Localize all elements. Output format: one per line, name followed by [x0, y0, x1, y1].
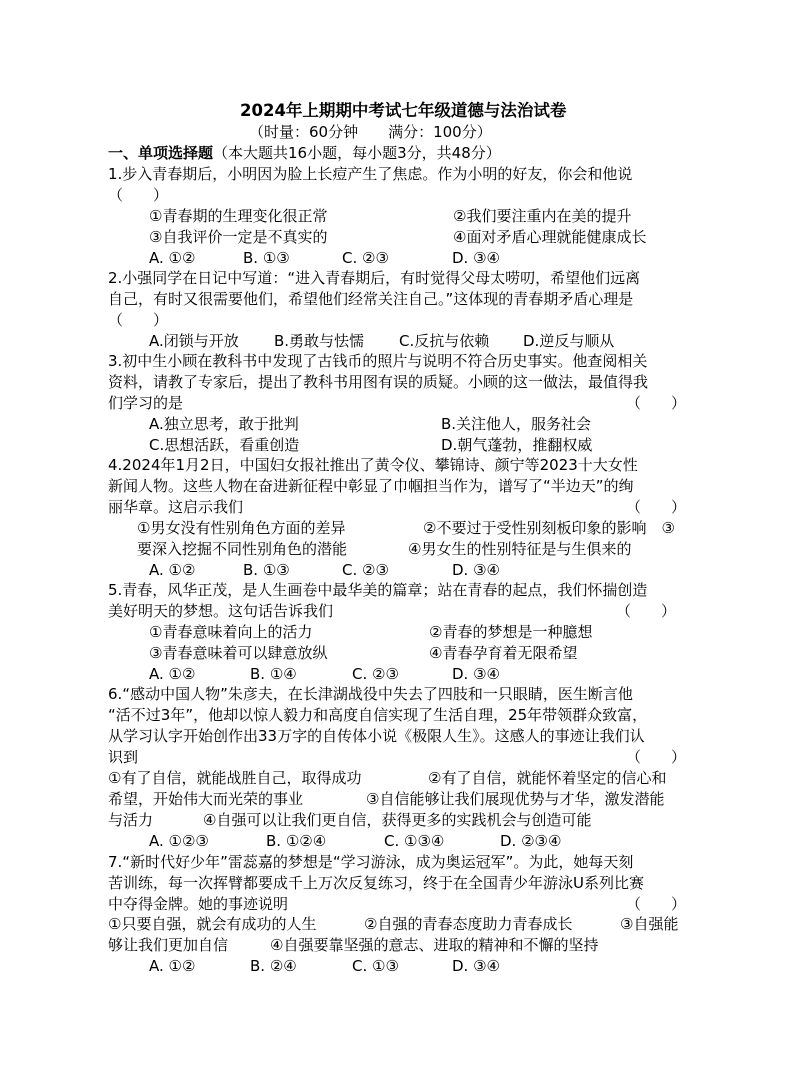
q6-line-8: ③自信能够让我们展现优势与才华，激发潜能 — [366, 790, 665, 808]
q7-line-8: ④自强要靠坚强的意志、进取的精神和不懈的坚持 — [270, 936, 599, 954]
q5-option-2: ②青春的梦想是一种臆想 — [429, 623, 593, 641]
q2-line-2: 自己，有时又很需要他们，希望他们经常关注自己。”这体现的青春期矛盾心理是 — [108, 290, 634, 308]
q7-line-5: ②自强的青春态度助力青春成长 — [364, 915, 573, 933]
q5-choice-b: B. ①④ — [250, 665, 297, 683]
q4-option-3: 要深入挖掘不同性别角色的潜能 — [137, 540, 348, 558]
q2-choice-c: C.反抗与依赖 — [399, 332, 490, 350]
q5-choice-c: C. ②③ — [352, 665, 399, 683]
q6-line-6: ②有了自信，就能怀着坚定的信心和 — [428, 769, 667, 787]
q6-line-9: 与活力 — [108, 811, 154, 829]
q2-choice-a: A.闭锁与开放 — [149, 332, 239, 350]
q7-line-1: 7.“新时代好少年”雷蕊嘉的梦想是“学习游泳，成为奥运冠军”。为此，她每天刻 — [108, 853, 634, 871]
exam-info: （时量：60分钟 满分：100分） — [249, 123, 492, 141]
q4-line-2: 新闻人物。这些人物在奋进新征程中彰显了巾帼担当作为，谱写了“半边天”的绚 — [108, 477, 634, 495]
q4-option-1: ①男女没有性别角色方面的差异 — [137, 519, 346, 537]
q7-line-4: ①只要自强，就会有成功的人生 — [108, 915, 317, 933]
q3-choice-a: A.独立思考，敢于批判 — [149, 415, 299, 433]
q7-line-2: 苦训练，每一次挥臂都要成千上万次反复练习，终于在全国青少年游泳U系列比赛 — [108, 874, 644, 892]
q7-line-6: ③自强能 — [620, 915, 679, 933]
q3-line-1: 3.初中生小顾在教科书中发现了古钱币的照片与说明不符合历史事实。他查阅相关 — [108, 352, 648, 370]
q1-option-1: ①青春期的生理变化很正常 — [149, 207, 328, 225]
q2-choice-d: D.逆反与顺从 — [523, 332, 615, 350]
q5-option-4: ④青春孕育着无限希望 — [429, 644, 578, 662]
q7-choice-a: A. ①② — [149, 957, 196, 975]
q1-option-3: ③自我评价一定是不真实的 — [149, 228, 328, 246]
q6-choice-c: C. ①③④ — [384, 832, 445, 850]
q7-choice-c: C. ①③ — [352, 957, 399, 975]
q1-line-1: 1.步入青春期后，小明因为脸上长痘产生了焦虑。作为小明的好友，你会和他说 — [108, 165, 633, 183]
q7-line-7: 够让我们更加自信 — [108, 936, 229, 954]
q6-choice-b: B. ①②④ — [266, 832, 327, 850]
q3-choice-b: B.关注他人，服务社会 — [441, 415, 592, 433]
q1-answer-blank: （ ） — [108, 186, 169, 204]
q5-line-2: 美好明天的梦想。这句话告诉我们 — [108, 602, 334, 620]
q2-answer-blank: （ ） — [108, 311, 169, 329]
q3-choice-c: C.思想活跃，看重创造 — [149, 436, 300, 454]
section-heading — [108, 143, 501, 163]
q5-option-3: ③青春意味着可以肆意放纵 — [149, 644, 328, 662]
q5-choice-a: A. ①② — [149, 665, 196, 683]
q6-answer-blank: （ ） — [626, 748, 687, 766]
q6-line-5: ①有了自信，就能战胜自己，取得成功 — [108, 769, 362, 787]
q4-option-4: ④男女生的性别特征是与生俱来的 — [408, 540, 632, 558]
q6-line-3: 从学习认字开始创作出33万字的自传体小说《极限人生》。这感人的事迹让我们认 — [108, 727, 645, 745]
q5-choice-d: D. ③④ — [452, 665, 500, 683]
q3-line-3: 们学习的是 — [108, 394, 184, 412]
q7-line-3: 中夺得金牌。她的事迹说明 — [108, 895, 289, 913]
q2-line-1: 2.小强同学在日记中写道：“进入青春期后，有时觉得父母太唠叨，希望他们远离 — [108, 269, 641, 287]
q6-line-4: 识到 — [108, 748, 139, 766]
q6-line-2: “活不过3年”，他却以惊人毅力和高度自信实现了生活自理，25年带领群众致富， — [108, 706, 648, 724]
q4-choice-d: D. ③④ — [452, 561, 500, 579]
q1-choice-a: A. ①② — [149, 249, 196, 267]
section-title: 一、单项选择题 — [108, 144, 214, 162]
q1-choice-d: D. ③④ — [452, 249, 500, 267]
section-description: （本大题共16小题，每小题3分，共48分） — [213, 144, 501, 162]
q4-choice-c: C. ②③ — [342, 561, 389, 579]
q4-option-2: ②不要过于受性别刻板印象的影响 ③ — [423, 519, 675, 537]
q2-choice-b: B.勇敢与怯懦 — [274, 332, 365, 350]
q5-answer-blank: （ ） — [616, 602, 677, 620]
q6-line-7: 希望，开始伟大而光荣的事业 — [108, 790, 304, 808]
q4-choice-a: A. ①② — [149, 561, 196, 579]
q1-option-2: ②我们要注重内在美的提升 — [453, 207, 632, 225]
q6-line-1: 6.“感动中国人物”朱彦夫，在长津湖战役中失去了四肢和一只眼睛，医生断言他 — [108, 685, 633, 703]
q4-answer-blank: （ ） — [626, 498, 687, 516]
q3-answer-blank: （ ） — [626, 394, 687, 412]
q7-answer-blank: （ ） — [626, 895, 687, 913]
q6-line-10: ④自强可以让我们更自信，获得更多的实践机会与创造可能 — [203, 811, 592, 829]
q6-choice-a: A. ①②③ — [149, 832, 209, 850]
q3-choice-d: D.朝气蓬勃，推翻权威 — [441, 436, 593, 454]
q4-choice-b: B. ①③ — [243, 561, 290, 579]
q4-line-1: 4.2024年1月2日，中国妇女报社推出了黄令仪、攀锦诗、颜宁等2023十大女性 — [108, 456, 638, 474]
q4-line-3: 丽华章。这启示我们 — [108, 498, 244, 516]
q1-choice-c: C. ②③ — [342, 249, 389, 267]
q7-choice-b: B. ②④ — [250, 957, 297, 975]
q1-choice-b: B. ①③ — [243, 249, 290, 267]
q5-line-1: 5.青春，风华正茂，是人生画卷中最华美的篇章；站在青春的起点，我们怀揣创造 — [108, 581, 648, 599]
q7-choice-d: D. ③④ — [452, 957, 500, 975]
page-title: 2024年上期期中考试七年级道德与法治试卷 — [240, 101, 567, 120]
q6-choice-d: D. ②③④ — [500, 832, 562, 850]
q3-line-2: 资料，请教了专家后，提出了教科书用图有误的质疑。小顾的这一做法，最值得我 — [108, 373, 649, 391]
q1-option-4: ④面对矛盾心理就能健康成长 — [453, 228, 647, 246]
q5-option-1: ①青春意味着向上的活力 — [149, 623, 313, 641]
